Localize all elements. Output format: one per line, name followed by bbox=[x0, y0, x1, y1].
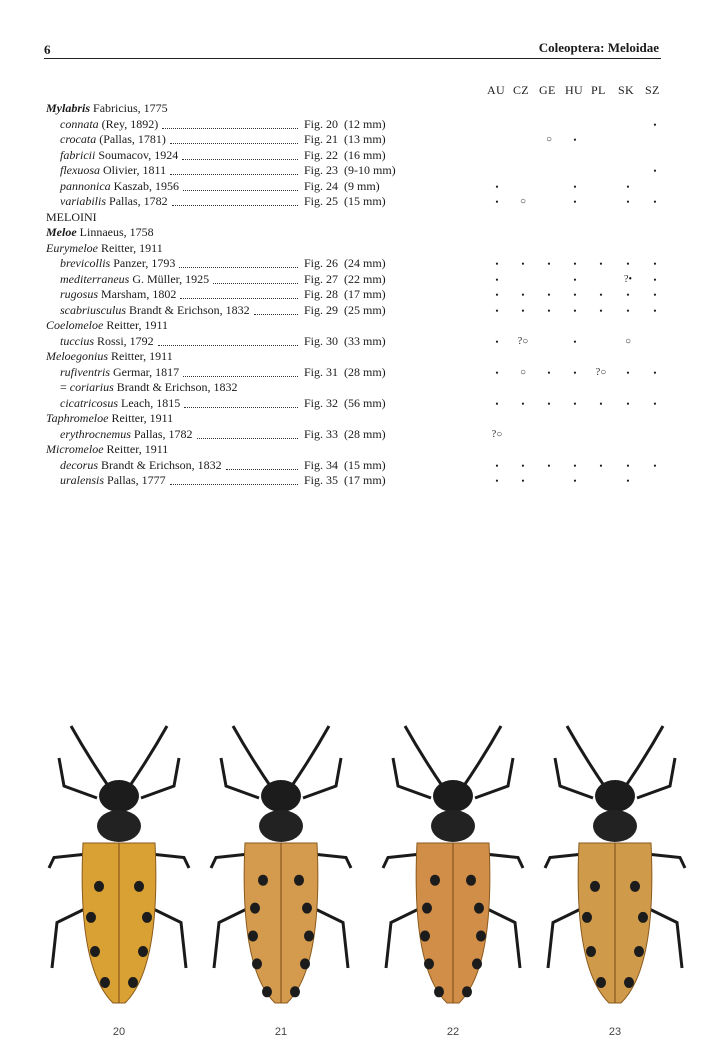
distribution-mark-pl: • bbox=[599, 460, 603, 471]
taxon-epithet: brevicollis bbox=[60, 256, 111, 270]
taxon-epithet: coriarius bbox=[69, 380, 114, 394]
taxon-epithet: Mylabris bbox=[46, 101, 91, 115]
figure-reference bbox=[304, 132, 386, 147]
distribution-mark-hu: • bbox=[573, 367, 577, 378]
distribution-mark-hu: • bbox=[573, 460, 577, 471]
body-size: (33 mm) bbox=[344, 333, 386, 348]
figure-reference bbox=[304, 163, 396, 178]
distribution-mark-cz: • bbox=[521, 398, 525, 409]
body-size: (25 mm) bbox=[344, 302, 386, 317]
distribution-mark-cz: ○ bbox=[519, 366, 527, 378]
column-header-sz: SZ bbox=[645, 83, 660, 97]
figure-number: Fig. 34 bbox=[304, 457, 339, 472]
dot-leader bbox=[183, 179, 298, 191]
distribution-mark-au: • bbox=[495, 181, 499, 192]
taxon-epithet: Eurymeloe bbox=[46, 240, 98, 255]
elytral-spot bbox=[474, 903, 484, 914]
taxon-epithet: Coelomeloe bbox=[46, 318, 104, 332]
distribution-mark-sk: • bbox=[626, 460, 630, 471]
distribution-mark-au: • bbox=[495, 274, 499, 285]
elytral-spot bbox=[294, 875, 304, 886]
distribution-mark-au: • bbox=[495, 305, 499, 316]
elytral-spot bbox=[596, 977, 606, 988]
taxon-epithet: cicatricosus bbox=[60, 395, 118, 410]
leg-left bbox=[59, 758, 97, 798]
plate-caption: 21 bbox=[274, 1026, 288, 1038]
taxon-epithet: flexuosa bbox=[60, 163, 100, 177]
figure-reference bbox=[304, 179, 380, 194]
taxon-author: Rossi, 1792 bbox=[97, 333, 154, 348]
beetle-head bbox=[99, 780, 139, 812]
body-size: (17 mm) bbox=[344, 473, 386, 487]
dot-leader bbox=[213, 272, 298, 284]
elytral-spot bbox=[262, 986, 272, 997]
elytral-spot bbox=[258, 875, 268, 886]
leg-right bbox=[637, 758, 675, 798]
distribution-mark-hu: • bbox=[573, 290, 577, 300]
distribution-mark-sz: • bbox=[653, 166, 657, 176]
figure-number: Fig. 23 bbox=[304, 163, 339, 177]
taxon-author: (Rey, 1892) bbox=[101, 116, 159, 131]
dot-leader bbox=[162, 117, 298, 129]
body-size: (56 mm) bbox=[344, 395, 386, 410]
column-header-cz: CZ bbox=[513, 83, 529, 97]
dot-leader bbox=[182, 148, 298, 160]
taxon-name bbox=[46, 442, 168, 457]
distribution-mark-sz: • bbox=[653, 197, 657, 207]
taxon-author: Reitter, 1911 bbox=[100, 240, 163, 255]
taxon-epithet: mediterraneus bbox=[60, 271, 130, 286]
distribution-mark-ge: • bbox=[547, 290, 551, 300]
column-header-ge: GE bbox=[539, 83, 556, 97]
figure-reference bbox=[304, 272, 386, 287]
plate-caption: 23 bbox=[608, 1026, 622, 1038]
antenna-left bbox=[405, 726, 445, 790]
body-size: (12 mm) bbox=[344, 116, 386, 131]
elytral-spot bbox=[638, 912, 648, 923]
taxon-name bbox=[46, 349, 173, 364]
distribution-mark-hu: • bbox=[573, 398, 577, 409]
taxon-name bbox=[60, 287, 176, 302]
distribution-mark-sz: • bbox=[653, 119, 657, 130]
taxon-epithet: variabilis bbox=[60, 194, 107, 208]
distribution-mark-sk: • bbox=[626, 197, 630, 207]
distribution-mark-ge: • bbox=[547, 398, 551, 409]
distribution-mark-ge: • bbox=[547, 259, 551, 269]
body-size: (28 mm) bbox=[344, 364, 386, 379]
body-size: (9-10 mm) bbox=[344, 163, 396, 177]
beetle-head bbox=[433, 780, 473, 812]
figure-number: Fig. 22 bbox=[304, 147, 339, 162]
figure-reference bbox=[304, 427, 386, 442]
body-size: (15 mm) bbox=[344, 194, 386, 208]
antenna-right bbox=[623, 726, 663, 790]
dot-leader bbox=[158, 334, 298, 346]
column-header-hu: HU bbox=[565, 83, 583, 97]
body-size: (16 mm) bbox=[344, 147, 386, 162]
taxon-name bbox=[60, 303, 250, 318]
taxon-author: Reitter, 1911 bbox=[106, 442, 169, 456]
distribution-mark-sz: • bbox=[653, 460, 657, 471]
taxon-author: Linnaeus, 1758 bbox=[79, 225, 154, 239]
elytral-spot bbox=[630, 881, 640, 892]
distribution-mark-hu: • bbox=[573, 181, 577, 192]
figure-number: Fig. 33 bbox=[304, 426, 339, 441]
distribution-mark-pl: • bbox=[599, 259, 603, 269]
body-size: (28 mm) bbox=[344, 426, 386, 441]
taxon-name bbox=[60, 117, 158, 132]
taxon-epithet: connata bbox=[60, 116, 99, 131]
body-size: (17 mm) bbox=[344, 287, 386, 301]
distribution-mark-sz: • bbox=[653, 367, 657, 378]
distribution-mark-au: • bbox=[495, 367, 499, 378]
taxon-epithet: rufiventris bbox=[60, 364, 110, 379]
taxon-epithet: pannonica bbox=[60, 178, 111, 193]
taxon-epithet: Taphromeloe bbox=[46, 411, 109, 425]
figure-reference bbox=[304, 287, 386, 302]
taxon-name bbox=[60, 334, 154, 349]
taxon-epithet: decorus bbox=[60, 457, 98, 472]
dot-leader bbox=[183, 365, 298, 377]
leg-right bbox=[475, 758, 513, 798]
elytral-spot bbox=[90, 946, 100, 957]
distribution-mark-hu: • bbox=[573, 305, 577, 316]
beetle-specimen-photo bbox=[44, 718, 194, 1018]
beetle-specimen-photo bbox=[378, 718, 528, 1018]
elytral-spot bbox=[142, 912, 152, 923]
page-number: 6 bbox=[44, 42, 51, 57]
beetle-specimen-photo bbox=[206, 718, 356, 1018]
body-size: (22 mm) bbox=[344, 271, 386, 286]
beetle-specimen-photo bbox=[540, 718, 690, 1018]
elytral-spot bbox=[252, 958, 262, 969]
leg-right bbox=[303, 758, 341, 798]
beetle-pronotum bbox=[259, 810, 303, 842]
distribution-mark-sk: • bbox=[626, 181, 630, 192]
taxon-name bbox=[46, 101, 168, 116]
body-size: (15 mm) bbox=[344, 457, 386, 472]
body-size: (24 mm) bbox=[344, 256, 386, 270]
figure-reference bbox=[304, 256, 386, 271]
beetle-pronotum bbox=[431, 810, 475, 842]
elytral-spot bbox=[94, 881, 104, 892]
taxon-name bbox=[60, 148, 178, 163]
taxon-epithet: crocata bbox=[60, 132, 97, 146]
figure-number: Fig. 21 bbox=[304, 132, 339, 146]
elytral-spot bbox=[476, 931, 486, 942]
distribution-mark-cz: • bbox=[521, 290, 525, 300]
antenna-left bbox=[71, 726, 111, 790]
taxon-name bbox=[60, 473, 166, 488]
elytral-spot bbox=[634, 946, 644, 957]
distribution-mark-sk: ?• bbox=[624, 273, 632, 285]
distribution-mark-au: • bbox=[495, 290, 499, 300]
distribution-mark-sz: • bbox=[653, 274, 657, 285]
distribution-mark-sk: • bbox=[626, 305, 630, 316]
taxon-epithet: scabriusculus bbox=[60, 302, 126, 317]
distribution-mark-sk: • bbox=[626, 290, 630, 300]
elytral-spot bbox=[250, 903, 260, 914]
distribution-mark-au: • bbox=[495, 398, 499, 409]
running-title: Coleoptera: Meloidae bbox=[538, 40, 659, 55]
distribution-mark-hu: • bbox=[573, 135, 577, 145]
elytral-spot bbox=[128, 977, 138, 988]
dot-leader bbox=[254, 303, 298, 315]
distribution-mark-hu: • bbox=[573, 259, 577, 269]
distribution-mark-au: • bbox=[495, 197, 499, 207]
elytral-spot bbox=[304, 931, 314, 942]
figure-number: Fig. 30 bbox=[304, 333, 339, 348]
figure-number: Fig. 24 bbox=[304, 178, 339, 193]
figure-reference bbox=[304, 148, 386, 163]
elytral-spot bbox=[624, 977, 634, 988]
taxon-epithet: rugosus bbox=[60, 287, 99, 301]
figure-number: Fig. 25 bbox=[304, 194, 339, 208]
distribution-mark-sk: ○ bbox=[624, 335, 632, 347]
taxon-epithet: Micromeloe bbox=[46, 442, 104, 456]
leg-left bbox=[393, 758, 431, 798]
elytral-spot bbox=[422, 903, 432, 914]
distribution-mark-au: • bbox=[495, 460, 499, 471]
column-header-au: AU bbox=[487, 83, 505, 97]
dot-leader bbox=[184, 396, 298, 408]
elytral-spot bbox=[434, 986, 444, 997]
taxon-author: Germar, 1817 bbox=[113, 364, 180, 379]
distribution-mark-sz: • bbox=[653, 290, 657, 300]
figure-number: Fig. 27 bbox=[304, 271, 339, 286]
elytral-spot bbox=[430, 875, 440, 886]
antenna-right bbox=[461, 726, 501, 790]
synonym-sign: = bbox=[60, 380, 70, 394]
elytral-spot bbox=[472, 958, 482, 969]
dot-leader bbox=[197, 427, 298, 439]
taxon-name bbox=[60, 132, 166, 147]
taxon-author: Reitter, 1911 bbox=[106, 318, 169, 332]
elytral-spot bbox=[134, 881, 144, 892]
antenna-right bbox=[289, 726, 329, 790]
taxon-name bbox=[60, 458, 222, 473]
figure-reference bbox=[304, 303, 386, 318]
distribution-mark-sz: • bbox=[653, 305, 657, 316]
taxon-name bbox=[46, 210, 97, 225]
taxon-author: (Pallas, 1781) bbox=[99, 132, 166, 146]
figure-number: Fig. 20 bbox=[304, 116, 339, 131]
figure-number: Fig. 35 bbox=[304, 473, 339, 487]
figure-reference bbox=[304, 194, 386, 209]
taxon-name bbox=[46, 225, 154, 240]
distribution-mark-ge: • bbox=[547, 367, 551, 378]
elytral-spot bbox=[582, 912, 592, 923]
antenna-left bbox=[233, 726, 273, 790]
column-header-pl: PL bbox=[591, 83, 606, 97]
column-header-sk: SK bbox=[618, 83, 634, 97]
figure-reference bbox=[304, 396, 386, 411]
distribution-mark-pl: • bbox=[599, 290, 603, 300]
distribution-mark-au: • bbox=[495, 259, 499, 269]
taxon-name bbox=[60, 163, 166, 178]
dot-leader bbox=[170, 163, 298, 175]
taxon-author: Soumacov, 1924 bbox=[98, 147, 179, 162]
elytral-spot bbox=[462, 986, 472, 997]
elytral-spot bbox=[586, 946, 596, 957]
taxon-author: G. Müller, 1925 bbox=[132, 271, 210, 286]
leg-right bbox=[141, 758, 179, 798]
taxon-epithet: uralensis bbox=[60, 473, 105, 487]
dot-leader bbox=[226, 458, 298, 470]
dot-leader bbox=[179, 256, 298, 268]
distribution-mark-hu: • bbox=[573, 336, 577, 347]
taxon-name bbox=[60, 256, 175, 271]
taxon-author: Leach, 1815 bbox=[121, 395, 181, 410]
distribution-mark-ge: ○ bbox=[545, 134, 553, 145]
taxon-author: Pallas, 1782 bbox=[109, 194, 168, 208]
dot-leader bbox=[172, 194, 298, 206]
header-rule bbox=[44, 58, 661, 59]
taxon-author: Pallas, 1777 bbox=[107, 473, 166, 487]
dot-leader bbox=[180, 287, 298, 299]
taxon-epithet: tuccius bbox=[60, 333, 94, 348]
distribution-mark-cz: • bbox=[521, 476, 525, 486]
taxon-name bbox=[60, 396, 180, 411]
figure-number: Fig. 28 bbox=[304, 287, 339, 301]
leg-left bbox=[555, 758, 593, 798]
figure-reference bbox=[304, 473, 386, 488]
taxon-author: Reitter, 1911 bbox=[111, 411, 174, 425]
figure-number: Fig. 26 bbox=[304, 256, 339, 270]
taxon-author: Kaszab, 1956 bbox=[113, 178, 179, 193]
elytral-spot bbox=[138, 946, 148, 957]
taxon-author: Pallas, 1782 bbox=[133, 426, 193, 441]
distribution-mark-ge: • bbox=[547, 460, 551, 471]
taxon-author: Olivier, 1811 bbox=[103, 163, 167, 177]
elytral-spot bbox=[86, 912, 96, 923]
dot-leader bbox=[170, 132, 298, 144]
taxon-name bbox=[60, 380, 237, 395]
beetle-pronotum bbox=[593, 810, 637, 842]
plate-caption: 22 bbox=[446, 1026, 460, 1038]
elytral-spot bbox=[300, 958, 310, 969]
elytral-spot bbox=[420, 931, 430, 942]
figure-reference bbox=[304, 117, 386, 132]
elytral-spot bbox=[424, 958, 434, 969]
beetle-pronotum bbox=[97, 810, 141, 842]
distribution-mark-sz: • bbox=[653, 398, 657, 409]
distribution-mark-cz: ?○ bbox=[517, 335, 529, 347]
distribution-mark-sk: • bbox=[626, 259, 630, 269]
figure-number: Fig. 32 bbox=[304, 395, 339, 410]
taxon-name bbox=[46, 318, 168, 333]
taxon-epithet: fabricii bbox=[60, 147, 96, 162]
taxon-author: Brandt & Erichson, 1832 bbox=[101, 457, 222, 472]
distribution-mark-pl: • bbox=[599, 398, 603, 409]
taxon-author: Fabricius, 1775 bbox=[93, 101, 168, 115]
elytral-spot bbox=[302, 903, 312, 914]
distribution-mark-cz: ○ bbox=[519, 196, 527, 207]
antenna-right bbox=[127, 726, 167, 790]
figure-reference bbox=[304, 458, 386, 473]
distribution-mark-sk: • bbox=[626, 398, 630, 409]
taxon-name bbox=[46, 411, 173, 426]
distribution-mark-sz: • bbox=[653, 259, 657, 269]
antenna-left bbox=[567, 726, 607, 790]
leg-left bbox=[221, 758, 259, 798]
taxon-name bbox=[46, 241, 163, 256]
taxon-author: Brandt & Erichson, 1832 bbox=[129, 302, 250, 317]
distribution-mark-pl: ?○ bbox=[595, 366, 607, 378]
distribution-mark-pl: • bbox=[599, 305, 603, 316]
beetle-head bbox=[595, 780, 635, 812]
figure-number: Fig. 31 bbox=[304, 364, 339, 379]
elytral-spot bbox=[290, 986, 300, 997]
body-size: (13 mm) bbox=[344, 132, 386, 146]
figure-reference bbox=[304, 334, 386, 349]
taxon-author: Marsham, 1802 bbox=[101, 287, 177, 301]
elytral-spot bbox=[590, 881, 600, 892]
distribution-mark-au: ?○ bbox=[491, 428, 503, 440]
taxon-name bbox=[60, 427, 193, 442]
taxon-epithet: erythrocnemus bbox=[60, 426, 131, 441]
distribution-mark-hu: • bbox=[573, 274, 577, 285]
taxon-epithet: Meloe bbox=[46, 225, 77, 239]
figure-number: Fig. 29 bbox=[304, 302, 339, 317]
plate-caption: 20 bbox=[112, 1026, 126, 1038]
taxon-name bbox=[60, 272, 209, 287]
elytral-spot bbox=[248, 931, 258, 942]
taxon-name bbox=[60, 194, 168, 209]
distribution-mark-cz: • bbox=[521, 259, 525, 269]
distribution-mark-sk: • bbox=[626, 367, 630, 378]
figure-reference bbox=[304, 365, 386, 380]
distribution-mark-cz: • bbox=[521, 305, 525, 316]
taxon-author: Panzer, 1793 bbox=[113, 256, 176, 270]
taxon-epithet: Meloegonius bbox=[46, 349, 108, 363]
elytral-spot bbox=[100, 977, 110, 988]
body-size: (9 mm) bbox=[344, 178, 380, 193]
taxon-author: Reitter, 1911 bbox=[111, 349, 173, 363]
distribution-mark-cz: • bbox=[521, 460, 525, 471]
distribution-mark-au: • bbox=[495, 336, 499, 347]
tribe-name: MELOINI bbox=[46, 209, 97, 224]
distribution-mark-ge: • bbox=[547, 305, 551, 316]
distribution-mark-hu: • bbox=[573, 197, 577, 207]
taxon-author: Brandt & Erichson, 1832 bbox=[116, 380, 238, 394]
distribution-mark-hu: • bbox=[573, 476, 577, 486]
dot-leader bbox=[170, 473, 298, 485]
elytral-spot bbox=[466, 875, 476, 886]
beetle-head bbox=[261, 780, 301, 812]
taxon-name bbox=[60, 365, 179, 380]
distribution-mark-sk: • bbox=[626, 476, 630, 486]
taxon-name bbox=[60, 179, 179, 194]
distribution-mark-au: • bbox=[495, 476, 499, 486]
